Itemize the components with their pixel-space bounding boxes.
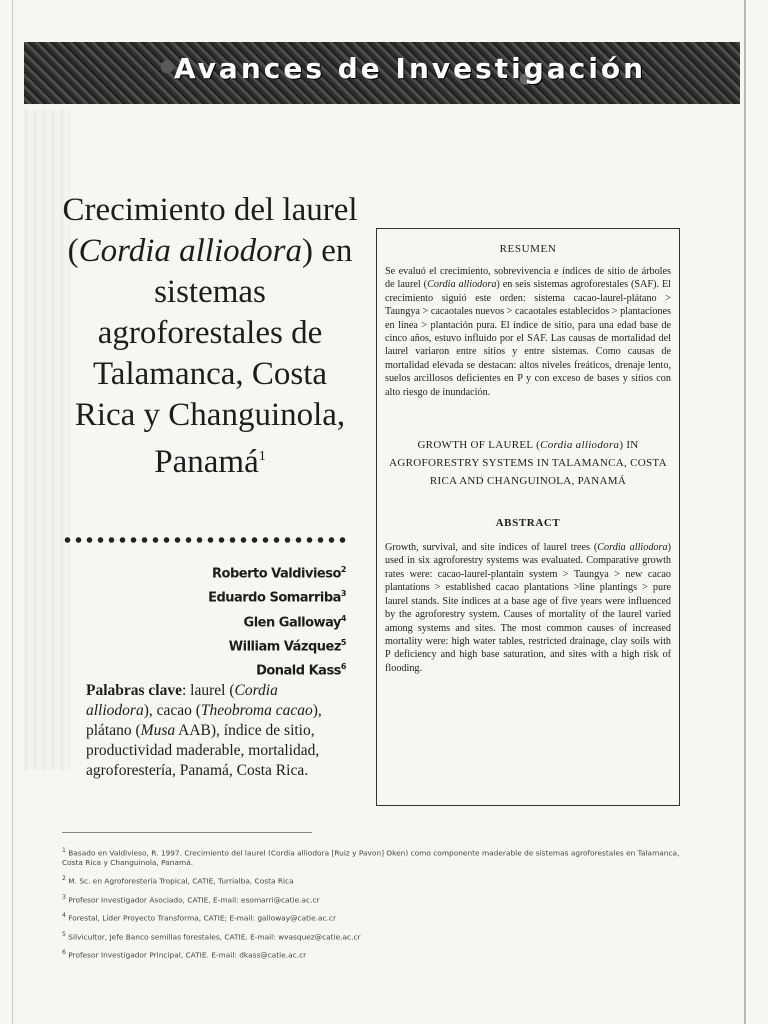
article-title xyxy=(60,190,360,483)
article-title-footnote-mark: 1 xyxy=(258,449,266,464)
resumen-text xyxy=(385,265,671,399)
keywords-text: AAB), índice de sitio, productividad maderable, mortalidad, agroforestería, Panamá, Costa Rica. xyxy=(86,722,320,779)
author-footnote-mark: 4 xyxy=(340,613,346,623)
author-footnote-mark: 6 xyxy=(340,662,346,672)
author-footnote-mark: 2 xyxy=(340,565,346,574)
footnote-mark: 4 xyxy=(62,912,66,920)
abstract-heading: ABSTRACT xyxy=(495,517,561,530)
keywords-label: Palabras clave xyxy=(86,682,182,699)
footnote-text: Profesor Investigador Asociado, CATIE, E-mail: esomarri@catie.ac.cr xyxy=(68,895,320,905)
resumen-species: Cordia alliodora xyxy=(427,279,497,291)
footnote xyxy=(62,911,682,923)
author-name: William Vázquez xyxy=(228,639,341,655)
author-line xyxy=(150,560,346,584)
section-banner-title: Avances de Investigación xyxy=(174,52,647,85)
footnote-text: Forestal, Líder Proyecto Transforma, CATIE; E-mail: galloway@catie.ac.cr xyxy=(68,913,337,923)
author-footnote-mark: 5 xyxy=(340,637,346,647)
footnote xyxy=(62,893,682,905)
footnote-text: Silvicultor, Jefe Banco semillas forestales, CATIE. E-mail: wvasquez@catie.ac.cr xyxy=(68,932,361,942)
author-list xyxy=(150,560,346,682)
footnote-mark: 3 xyxy=(62,893,66,901)
author-name: Roberto Valdivieso xyxy=(212,566,341,582)
footnote-text: Profesor Investigador Principal, CATIE. E-mail: dkass@catie.ac.cr xyxy=(68,950,307,960)
keywords-species: Musa xyxy=(140,722,176,739)
english-title-part: GROWTH OF LAUREL ( xyxy=(417,439,541,452)
keywords-text: : laurel ( xyxy=(182,682,235,699)
keywords-block xyxy=(86,681,346,781)
resumen-text-part: Se evaluó el crecimiento, sobrevivencia e índices de sitio de árboles de laurel ( xyxy=(385,266,671,291)
abstract-box xyxy=(376,228,680,806)
footnote-mark: 1 xyxy=(62,847,66,854)
author-footnote-mark: 3 xyxy=(340,589,346,599)
abstract-species: Cordia alliodora xyxy=(597,542,668,554)
footnote xyxy=(62,874,682,886)
resumen-heading: RESUMEN xyxy=(499,243,557,255)
keywords-text: ), plátano ( xyxy=(86,702,322,739)
author-line xyxy=(150,584,346,608)
keywords-species: Cordia alliodora xyxy=(86,682,278,719)
footnote xyxy=(62,930,682,942)
footnote xyxy=(62,846,682,868)
footnotes xyxy=(62,846,682,967)
page-edge-right xyxy=(744,0,746,1024)
article-title-species: Cordia alliodora xyxy=(78,233,302,269)
author-name: Glen Galloway xyxy=(243,614,341,630)
author-line xyxy=(150,609,346,633)
keywords-text: ), cacao ( xyxy=(143,702,201,719)
author-name: Eduardo Somarriba xyxy=(208,590,341,606)
footnote-text: M. Sc. en Agroforestería Tropical, CATIE, Turrialba, Costa Rica xyxy=(68,876,294,886)
abstract-text xyxy=(385,541,671,675)
article-title-part1: Crecimiento del laurel ( xyxy=(62,192,358,269)
resumen-text-part: ) en seis sistemas agroforestales (SAF). El crecimiento siguió este orden: sistema cacao-laurel-plátano > Taungya > cacaotales nuevos > cacaotales establecidos > plantaciones en línea > plantación pura. El índice de sitio, para una edad base de cinco años, estuvo influido por el SAF. Las causas de mortalidad del laurel variaron entre sitios y entre sistemas. Como causas de mortalidad elevada se destacan: altos niveles freáticos, drenaje lento, suelos arcillosos deficientes en P y con exceso de bases y sitios con alto riesgo de inundación. xyxy=(385,279,672,398)
footnote-mark: 6 xyxy=(62,949,66,957)
keywords-species: Theobroma cacao xyxy=(200,702,313,719)
english-title xyxy=(385,436,671,490)
english-title-species: Cordia alliodora xyxy=(540,439,620,452)
footnote-mark: 2 xyxy=(62,875,66,883)
dotted-divider xyxy=(62,535,350,545)
section-banner xyxy=(24,42,740,104)
abstract-text-part: ) used in six agroforestry systems was evaluated. Comparative growth rates were: cacao-laurel-plantain system > Taungya > new cacao plantations > established cacao plantations >line plantings > pure laurel stands. Site indices at a base age of five years were influenced by the agroforestry system. Causes of mortality of the laurel varied among systems and sites. The most common causes of increased mortality were: high water tables, restricted drainage, clay soils with P deficiency and high base saturation, and sites with a high risk of flooding. xyxy=(385,542,671,674)
author-line xyxy=(150,633,346,657)
english-title-part: ) IN AGROFORESTRY SYSTEMS IN TALAMANCA, COSTA RICA AND CHANGUINOLA, PANAMÁ xyxy=(389,439,667,488)
footnote-rule xyxy=(62,832,312,833)
footnote-text: Basado en Valdivieso, R. 1997. Crecimiento del laurel (Cordia alliodora [Ruiz y Pavon] Oken) como componente maderable de sistemas agroforestales en Talamanca, Costa Rica y Changuinola, Panamá. xyxy=(62,848,680,868)
footnote-mark: 5 xyxy=(62,930,66,938)
author-line xyxy=(150,657,346,681)
abstract-text-part: Growth, survival, and site indices of laurel trees ( xyxy=(385,542,598,554)
page-edge-left xyxy=(12,0,13,1024)
article-title-part2: ) en sistemas agroforestales de Talamanca, Costa Rica y Changuinola, Panamá xyxy=(74,233,353,480)
author-name: Donald Kass xyxy=(256,663,341,679)
footnote xyxy=(62,948,682,960)
